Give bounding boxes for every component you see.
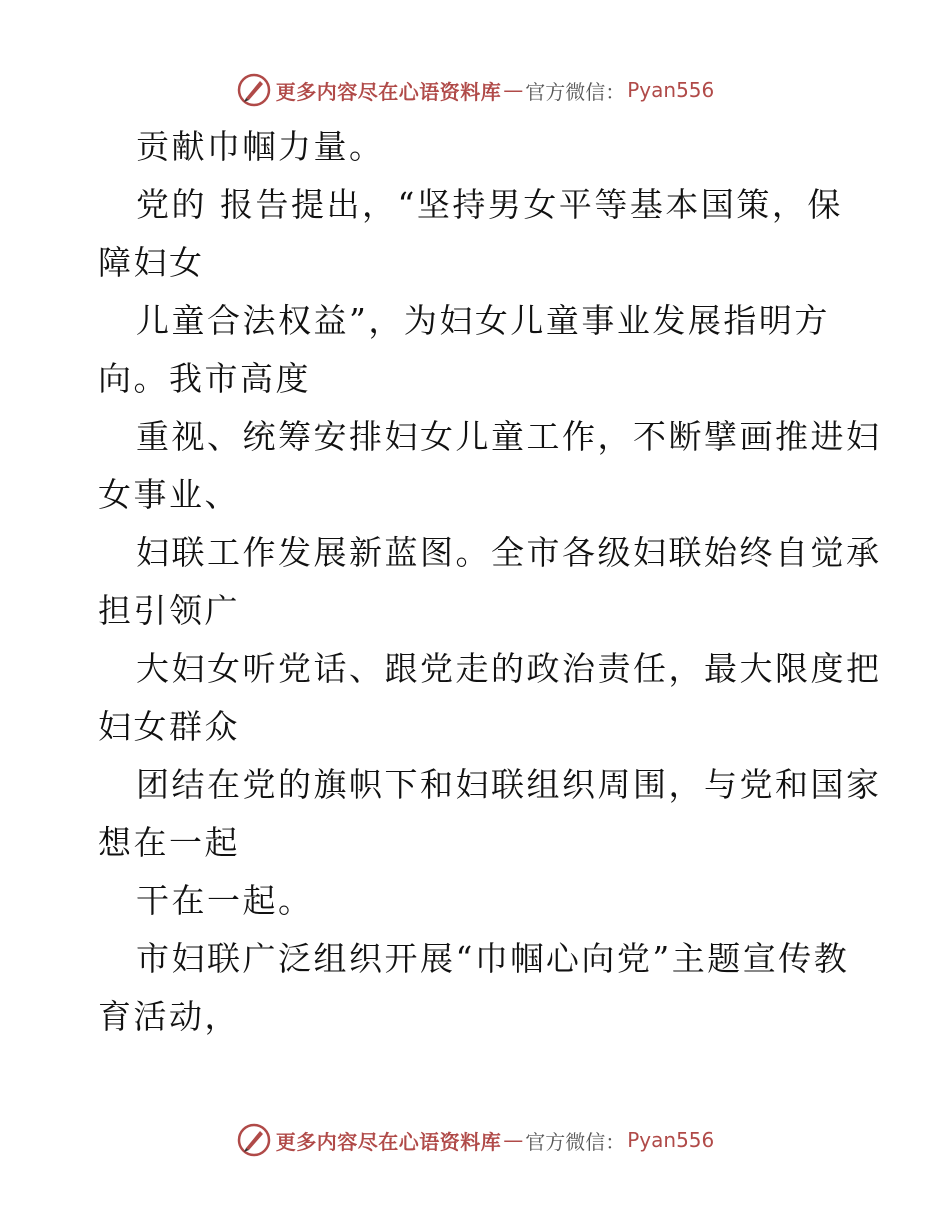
paragraph-line: 贡献巾帼力量。 (136, 127, 385, 166)
watermark-wechat-id: Pyan556 (627, 1128, 715, 1152)
paragraph-line: 干在一起。 (136, 881, 314, 920)
paragraph-line: 向。我市高度 (98, 359, 311, 398)
paragraph-line: 妇女群众 (98, 707, 240, 746)
watermark-main-text: 更多内容尽在心语资料库 (275, 1129, 502, 1154)
watermark-wechat-id: Pyan556 (627, 78, 715, 102)
paragraph-line: 想在一起 (98, 823, 240, 862)
watermark-dash: — (503, 78, 524, 102)
paragraph-line: 障妇女 (98, 243, 205, 282)
paragraph-line: 担引领广 (98, 591, 240, 630)
paragraph-line: 大妇女听党话、跟党走的政治责任，最大限度把 (136, 649, 882, 688)
watermark-wechat-label: 官方微信： (525, 79, 626, 104)
watermark-main-text: 更多内容尽在心语资料库 (275, 79, 502, 104)
paragraph-line: 女事业、 (98, 475, 240, 514)
document-body (98, 118, 882, 1046)
paragraph-line: 团结在党的旗帜下和妇联组织周围，与党和国家 (136, 765, 882, 804)
quill-pen-logo-icon (236, 72, 272, 108)
header-watermark (0, 70, 950, 110)
paragraph-line: 儿童合法权益”，为妇女儿童事业发展指明方 (136, 301, 830, 340)
paragraph-line: 市妇联广泛组织开展“巾帼心向党”主题宣传教 (136, 939, 850, 978)
paragraph-line: 妇联工作发展新蓝图。全市各级妇联始终自觉承 (136, 533, 882, 572)
paragraph-line: 党的 报告提出，“坚持男女平等基本国策，保 (136, 185, 843, 224)
paragraph-line: 育活动， (98, 997, 240, 1036)
quill-pen-logo-icon (236, 1122, 272, 1158)
watermark-dash: — (503, 1128, 524, 1152)
watermark-wechat-label: 官方微信： (525, 1129, 626, 1154)
footer-watermark (0, 1120, 950, 1160)
paragraph-line: 重视、统筹安排妇女儿童工作，不断擘画推进妇 (136, 417, 882, 456)
